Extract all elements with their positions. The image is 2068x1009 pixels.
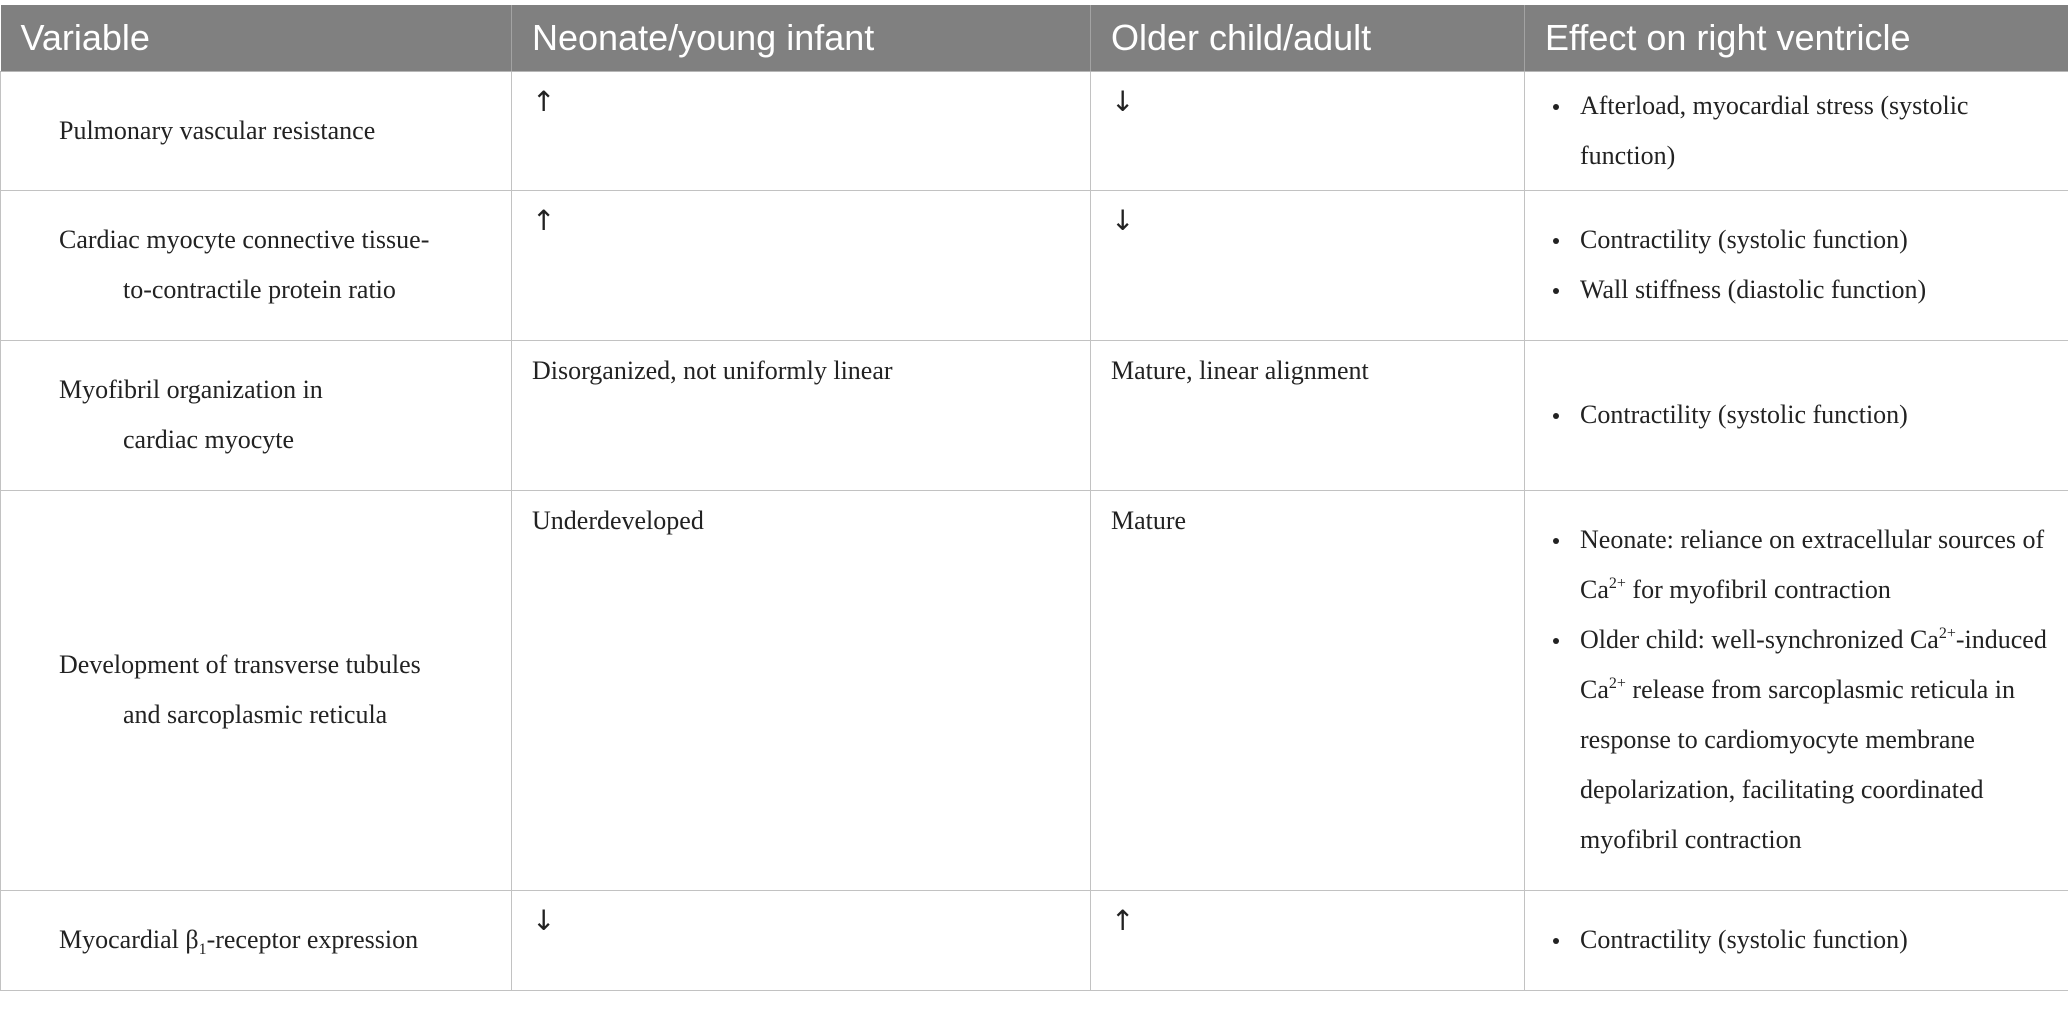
variable-text [59, 915, 499, 965]
variable-text-continued: and sarcoplasmic reticula [123, 700, 388, 729]
older-cell: ↓ [1091, 190, 1525, 340]
effect-item [1580, 515, 2054, 615]
subscript: 1 [198, 941, 207, 958]
effect-text: for myofibril contraction [1625, 575, 1891, 604]
effect-cell [1525, 490, 2068, 890]
effect-list [1545, 390, 2054, 440]
superscript: 2+ [1608, 675, 1626, 692]
effect-item: Contractility (systolic function) [1580, 390, 2054, 440]
header-variable: Variable [1, 5, 512, 71]
effect-item: Contractility (systolic function) [1580, 915, 2054, 965]
neonate-cell: ↑ [512, 71, 1091, 190]
header-older: Older child/adult [1091, 5, 1525, 71]
superscript: 2+ [1608, 575, 1626, 592]
header-effect: Effect on right ventricle [1525, 5, 2068, 71]
superscript: 2+ [1938, 625, 1956, 642]
header-row [1, 5, 2068, 71]
effect-cell [1525, 190, 2068, 340]
older-cell: ↓ [1091, 71, 1525, 190]
variable-text-part: -receptor expression [206, 925, 419, 954]
effect-list [1545, 81, 2054, 181]
effect-list [1545, 515, 2054, 865]
variable-cell [1, 890, 512, 990]
variable-cell [1, 490, 512, 890]
variable-text: Development of transverse tubules [59, 650, 421, 679]
neonate-cell: Underdeveloped [512, 490, 1091, 890]
effect-text: -induced Ca [1580, 625, 2047, 704]
neonate-cell: Disorganized, not uniformly linear [512, 340, 1091, 490]
effect-list [1545, 215, 2054, 315]
effect-item [1580, 615, 2054, 865]
variable-cell [1, 340, 512, 490]
older-cell: Mature [1091, 490, 1525, 890]
variable-text-part: Myocardial β [59, 925, 199, 954]
table-row [1, 71, 2068, 190]
effect-text: release from sarcoplasmic reticula in response to cardiomyocyte membrane depolarization, facilitating coordinated myofibril contraction [1580, 675, 2016, 854]
table-row [1, 340, 2068, 490]
table-row [1, 490, 2068, 890]
effect-cell [1525, 340, 2068, 490]
effect-text: Neonate: reliance on extracellular sources of Ca [1580, 525, 2045, 604]
table-row [1, 190, 2068, 340]
comparison-table [0, 5, 2068, 991]
neonate-cell: ↑ [512, 190, 1091, 340]
variable-text: Myofibril organization in [59, 375, 323, 404]
variable-cell [1, 190, 512, 340]
effect-cell [1525, 890, 2068, 990]
older-cell: Mature, linear alignment [1091, 340, 1525, 490]
variable-text-continued: to-contractile protein ratio [123, 275, 396, 304]
effect-cell [1525, 71, 2068, 190]
effect-text: Older child: well-synchronized Ca [1580, 625, 1939, 654]
table-row [1, 890, 2068, 990]
older-cell: ↑ [1091, 890, 1525, 990]
effect-item: Wall stiffness (diastolic function) [1580, 265, 2054, 315]
variable-cell [1, 71, 512, 190]
neonate-cell: ↓ [512, 890, 1091, 990]
variable-text-continued: cardiac myocyte [123, 425, 295, 454]
variable-text: Pulmonary vascular resistance [59, 115, 376, 145]
effect-list [1545, 915, 2054, 965]
variable-text: Cardiac myocyte connective tissue- [59, 225, 430, 254]
effect-item: Contractility (systolic function) [1580, 215, 2054, 265]
effect-item: Afterload, myocardial stress (systolic function) [1580, 81, 2054, 181]
header-neonate: Neonate/young infant [512, 5, 1091, 71]
